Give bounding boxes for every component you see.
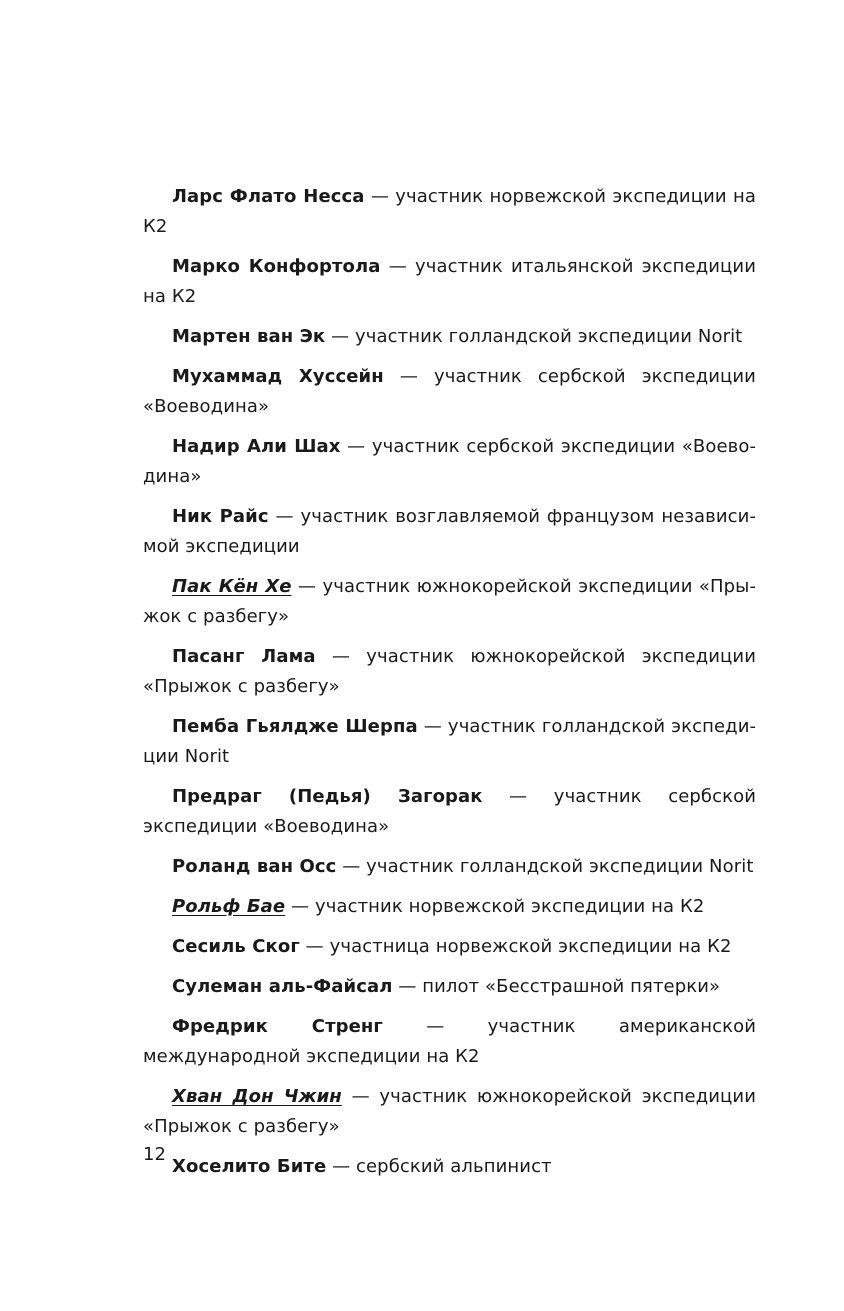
glossary-entry (143, 642, 756, 702)
entry-description: — участник сербской экспедиции «Воеводина» (143, 786, 756, 837)
entry-name: Фредрик Стренг (172, 1016, 383, 1037)
entry-name: Сесиль Ског (172, 936, 300, 957)
entry-description: — сербский альпинист (326, 1156, 552, 1177)
entry-description: — участник возглавляемой французом независимой экспедиции (143, 506, 756, 557)
entry-description: — участник голландской экспедиции Norit (336, 856, 754, 877)
glossary-entry (143, 892, 756, 922)
entry-description: — участник сербской экспедиции «Воеводина» (143, 366, 756, 417)
entry-name: Предраг (Педья) Загорак (172, 786, 483, 807)
entry-name: Роланд ван Осс (172, 856, 337, 877)
entry-description: — пилот «Бесстрашной пятерки» (392, 976, 721, 997)
entry-name: Сулеман аль-Файсал (172, 976, 393, 997)
entry-name: Пемба Гьялдже Шерпа (172, 716, 418, 737)
glossary-entry (143, 182, 756, 242)
glossary-entry (143, 1012, 756, 1072)
glossary-entry (143, 932, 756, 962)
glossary-entry (143, 502, 756, 562)
glossary-entry (143, 782, 756, 842)
entry-description: — участник южнокорейской экспедиции «Прыжок с разбегу» (143, 576, 756, 627)
glossary-entry (143, 1082, 756, 1142)
entry-description: — участник южнокорейской экспедиции «Прыжок с разбегу» (143, 1086, 756, 1137)
entry-name: Надир Али Шах (172, 436, 341, 457)
entry-description: — участница норвежской экспедиции на К2 (299, 936, 732, 957)
entry-name: Хоселито Бите (172, 1156, 327, 1177)
page-number: 12 (143, 1144, 166, 1165)
entry-description: — участник голландской экспедиции Norit (143, 716, 756, 767)
entry-name: Ник Райс (172, 506, 269, 527)
entry-description: — участник норвежской экспедиции на К2 (143, 186, 756, 237)
entry-name: Мартен ван Эк (172, 326, 326, 347)
entry-name: Ларс Флато Несса (172, 186, 365, 207)
entry-name: Марко Конфортола (172, 256, 381, 277)
glossary-entry (143, 362, 756, 422)
entry-description: — участник южнокорейской экспедиции «Прыжок с разбегу» (143, 646, 756, 697)
glossary-entry (143, 432, 756, 492)
entry-name: Рольф Бае (172, 896, 286, 917)
glossary-entry (143, 252, 756, 312)
glossary-entry (143, 712, 756, 772)
entry-name: Мухаммад Хуссейн (172, 366, 384, 387)
entry-description: — участник итальянской экспедиции на К2 (143, 256, 756, 307)
glossary-entry (143, 572, 756, 632)
glossary-entry (143, 322, 756, 352)
entry-name: Пасанг Лама (172, 646, 316, 667)
glossary-entry (143, 852, 756, 882)
entry-name: Пак Кён Хе (172, 576, 292, 597)
entry-description: — участник сербской экспедиции «Воеводина» (143, 436, 756, 487)
glossary-entry (143, 1152, 756, 1182)
entry-description: — участник норвежской экспедиции на К2 (285, 896, 705, 917)
entry-name: Хван Дон Чжин (172, 1086, 342, 1107)
entry-description: — участник американской международной экспедиции на К2 (143, 1016, 756, 1067)
entry-description: — участник голландской экспедиции Norit (325, 326, 743, 347)
glossary-entry (143, 972, 756, 1002)
glossary-list (143, 182, 756, 1192)
